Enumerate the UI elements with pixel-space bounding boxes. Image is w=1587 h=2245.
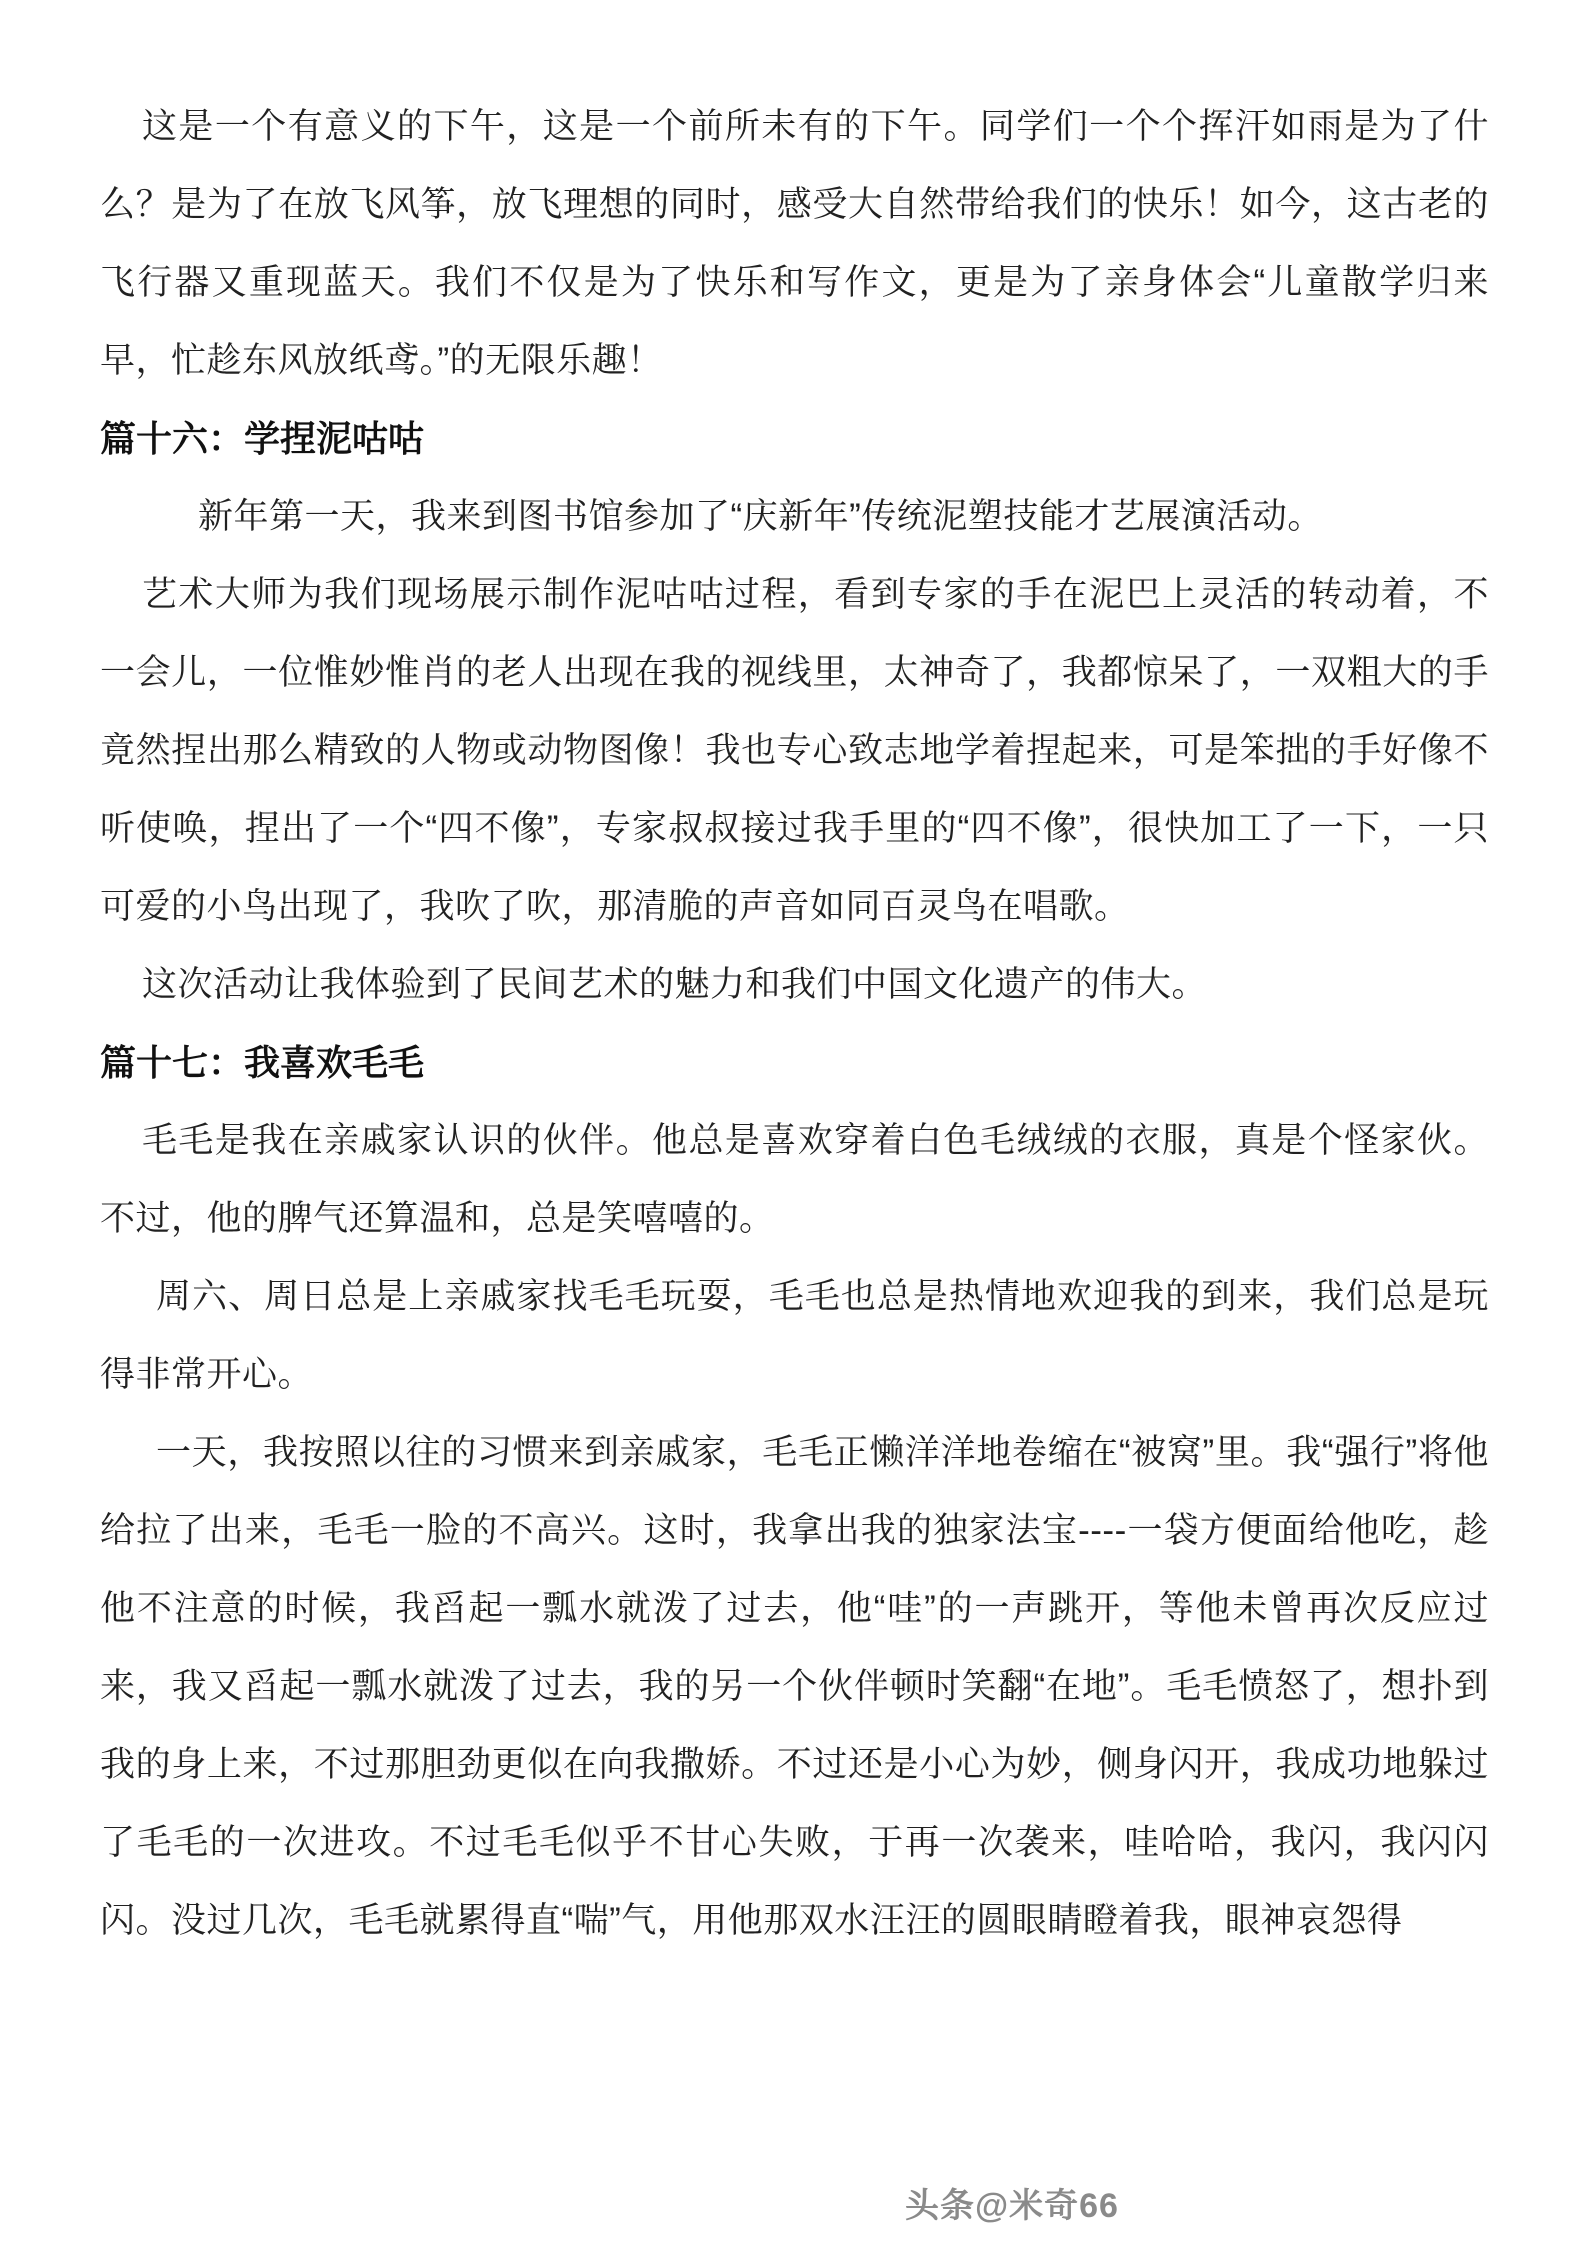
essay-paragraph-clay-intro: 新年第一天，我来到图书馆参加了“庆新年”传统泥塑技能才艺展演活动。	[198, 497, 1323, 536]
essay-paragraph-maomao-intro: 毛毛是我在亲戚家认识的伙伴。他总是喜欢穿着白色毛绒绒的衣服，真是个怪家伙。不过，他的脾气还算温和，总是笑嘻嘻的。	[100, 1121, 1489, 1238]
essay-heading-16: 篇十六：学捏泥咕咕	[100, 418, 425, 459]
watermark-text: 头条@米奇66	[905, 2187, 1119, 2225]
essay-heading-17: 篇十七：我喜欢毛毛	[100, 1042, 425, 1083]
essay-paragraph-clay-conclusion: 这次活动让我体验到了民间艺术的魅力和我们中国文化遗产的伟大。	[142, 965, 1208, 1004]
essay-paragraph-maomao-story: 一天，我按照以往的习惯来到亲戚家，毛毛正懒洋洋地卷缩在“被窝”里。我“强行”将他给拉了出来，毛毛一脸的不高兴。这时，我拿出我的独家法宝----一袋方便面给他吃，趁他不注意的时候，我舀起一瓢水就泼了过去，他“哇”的一声跳开，等他未曾再次反应过来，我又舀起一瓢水就泼了过去，我的另一个伙伴顿时笑翻“在地”。毛毛愤怒了，想扑到我的身上来，不过那胆劲更似在向我撒娇。不过还是小心为妙，侧身闪开，我成功地躲过了毛毛的一次进攻。不过毛毛似乎不甘心失败，于再一次袭来，哇哈哈，我闪，我闪闪闪。没过几次，毛毛就累得直“喘”气，用他那双水汪汪的圆眼睛瞪着我，眼神哀怨得	[100, 1433, 1489, 1940]
essay-paragraph-clay-body: 艺术大师为我们现场展示制作泥咕咕过程，看到专家的手在泥巴上灵活的转动着，不一会儿，一位惟妙惟肖的老人出现在我的视线里，太神奇了，我都惊呆了，一双粗大的手竟然捏出那么精致的人物或动物图像！我也专心致志地学着捏起来，可是笨拙的手好像不听使唤，捏出了一个“四不像”，专家叔叔接过我手里的“四不像”，很快加工了一下，一只可爱的小鸟出现了，我吹了吹，那清脆的声音如同百灵鸟在唱歌。	[100, 575, 1489, 926]
watermark-toutiao	[905, 2178, 1119, 2227]
essay-paragraph-kite-conclusion: 这是一个有意义的下午，这是一个前所未有的下午。同学们一个个挥汗如雨是为了什么？是为了在放飞风筝，放飞理想的同时，感受大自然带给我们的快乐！如今，这古老的飞行器又重现蓝天。我们不仅是为了快乐和写作文，更是为了亲身体会“儿童散学归来早，忙趁东风放纸鸢。”的无限乐趣！	[100, 107, 1489, 380]
essay-paragraph-maomao-weekend: 周六、周日总是上亲戚家找毛毛玩耍，毛毛也总是热情地欢迎我的到来，我们总是玩得非常开心。	[100, 1277, 1489, 1394]
